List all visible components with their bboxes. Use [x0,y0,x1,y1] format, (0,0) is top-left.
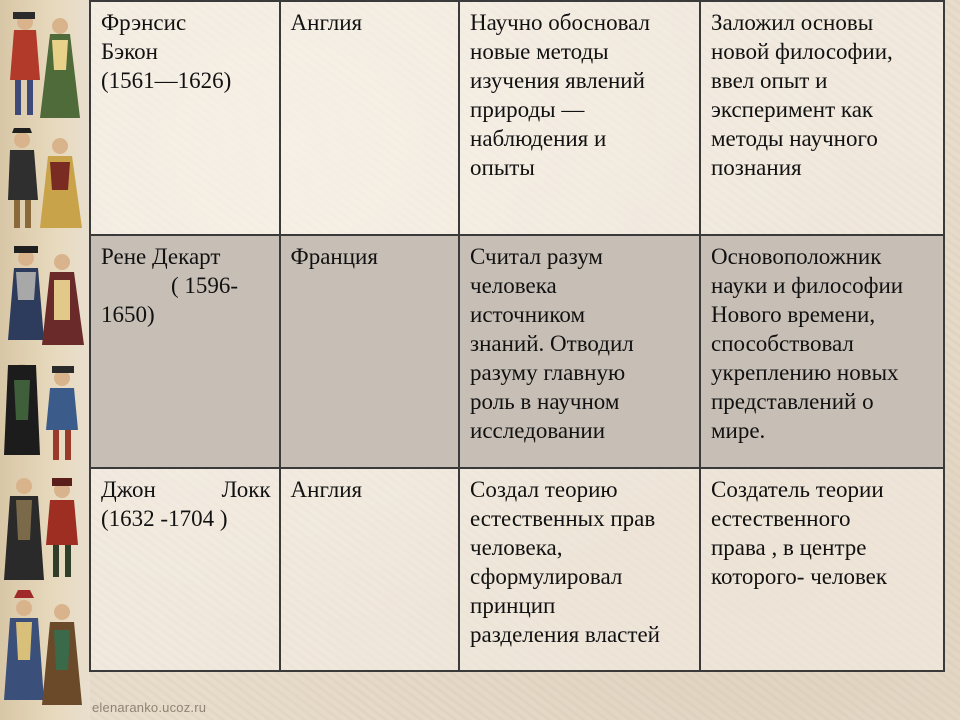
scientist-years-start: ( 1596- [171,273,239,298]
figure-pair-2 [8,128,82,228]
country-cell [280,468,459,671]
country-text: Англия [290,10,363,35]
achievement-line: разуму главную [470,360,626,385]
significance-line: которого- человек [710,564,888,589]
achievement-line: исследовании [470,418,606,443]
significance-line: способствовал [710,331,854,356]
achievement-line: разделения властей [470,622,660,647]
figure-pair-6 [4,590,82,705]
country-cell [280,1,459,235]
table-row [90,1,944,235]
significance-line: Заложил основы [710,10,874,35]
significance-line: укреплению новых [710,360,899,385]
scientist-name-cell [90,468,280,671]
significance-line: Основоположник [710,244,882,269]
scientists-table [89,0,945,672]
achievement-line: человека [470,273,557,298]
figure-pair-5 [4,478,78,580]
significance-line: науки и философии [710,273,904,298]
significance-cell [700,468,944,671]
table-row [90,468,944,671]
scientist-name-cell [90,235,280,468]
scientist-years: (1561—1626) [101,68,232,93]
significance-line: мире. [710,418,766,443]
scientist-years: (1632 -1704 ) [101,506,228,531]
achievement-line: сформулировал [470,564,623,589]
achievement-cell [459,468,700,671]
achievement-line: изучения явлений [470,68,645,93]
scientists-table-container [89,0,945,669]
achievement-line: новые методы [470,39,609,64]
achievement-line: принцип [470,593,556,618]
country-text: Франция [290,244,378,269]
achievement-line: человека, [470,535,563,560]
costume-figures-illustration [0,0,90,720]
table-row [90,235,944,468]
scientist-years-end: 1650) [101,302,155,327]
significance-line: эксперимент как [710,97,874,122]
country-cell [280,235,459,468]
significance-line: ввел опыт и [710,68,828,93]
achievement-cell [459,235,700,468]
costume-figures-svg [0,0,90,720]
significance-cell [700,1,944,235]
scientist-first-name: Джон [101,477,156,502]
figure-pair-1 [10,12,80,118]
scientist-name-line: Бэкон [101,39,158,64]
scientist-name-cell [90,1,280,235]
significance-line: права , в центре [710,535,867,560]
achievement-line: роль в научном [470,389,620,414]
achievement-line: природы — [470,97,585,122]
scientist-name-line: Фрэнсис [101,10,187,35]
significance-line: Создатель теории [710,477,884,502]
figure-pair-3 [8,246,84,345]
achievement-line: Считал разум [470,244,603,269]
significance-line: новой философии, [710,39,893,64]
significance-line: методы научного [710,126,878,151]
significance-line: Нового времени, [710,302,876,327]
source-watermark: elenaranko.ucoz.ru [92,700,207,715]
achievement-line: опыты [470,155,535,180]
significance-line: естественного [710,506,851,531]
significance-line: познания [710,155,802,180]
figure-pair-4 [4,364,78,460]
scientist-name-line [101,475,271,504]
significance-line: представлений о [710,389,874,414]
achievement-line: наблюдения и [470,126,607,151]
achievement-line: Создал теорию [470,477,618,502]
scientist-name-line: Рене Декарт [101,244,221,269]
achievement-line: знаний. Отводил [470,331,634,356]
achievement-line: источником [470,302,585,327]
achievement-line: естественных прав [470,506,656,531]
country-text: Англия [290,477,363,502]
achievement-cell [459,1,700,235]
scientist-last-name: Локк [221,477,271,502]
achievement-line: Научно обосновал [470,10,651,35]
significance-cell [700,235,944,468]
